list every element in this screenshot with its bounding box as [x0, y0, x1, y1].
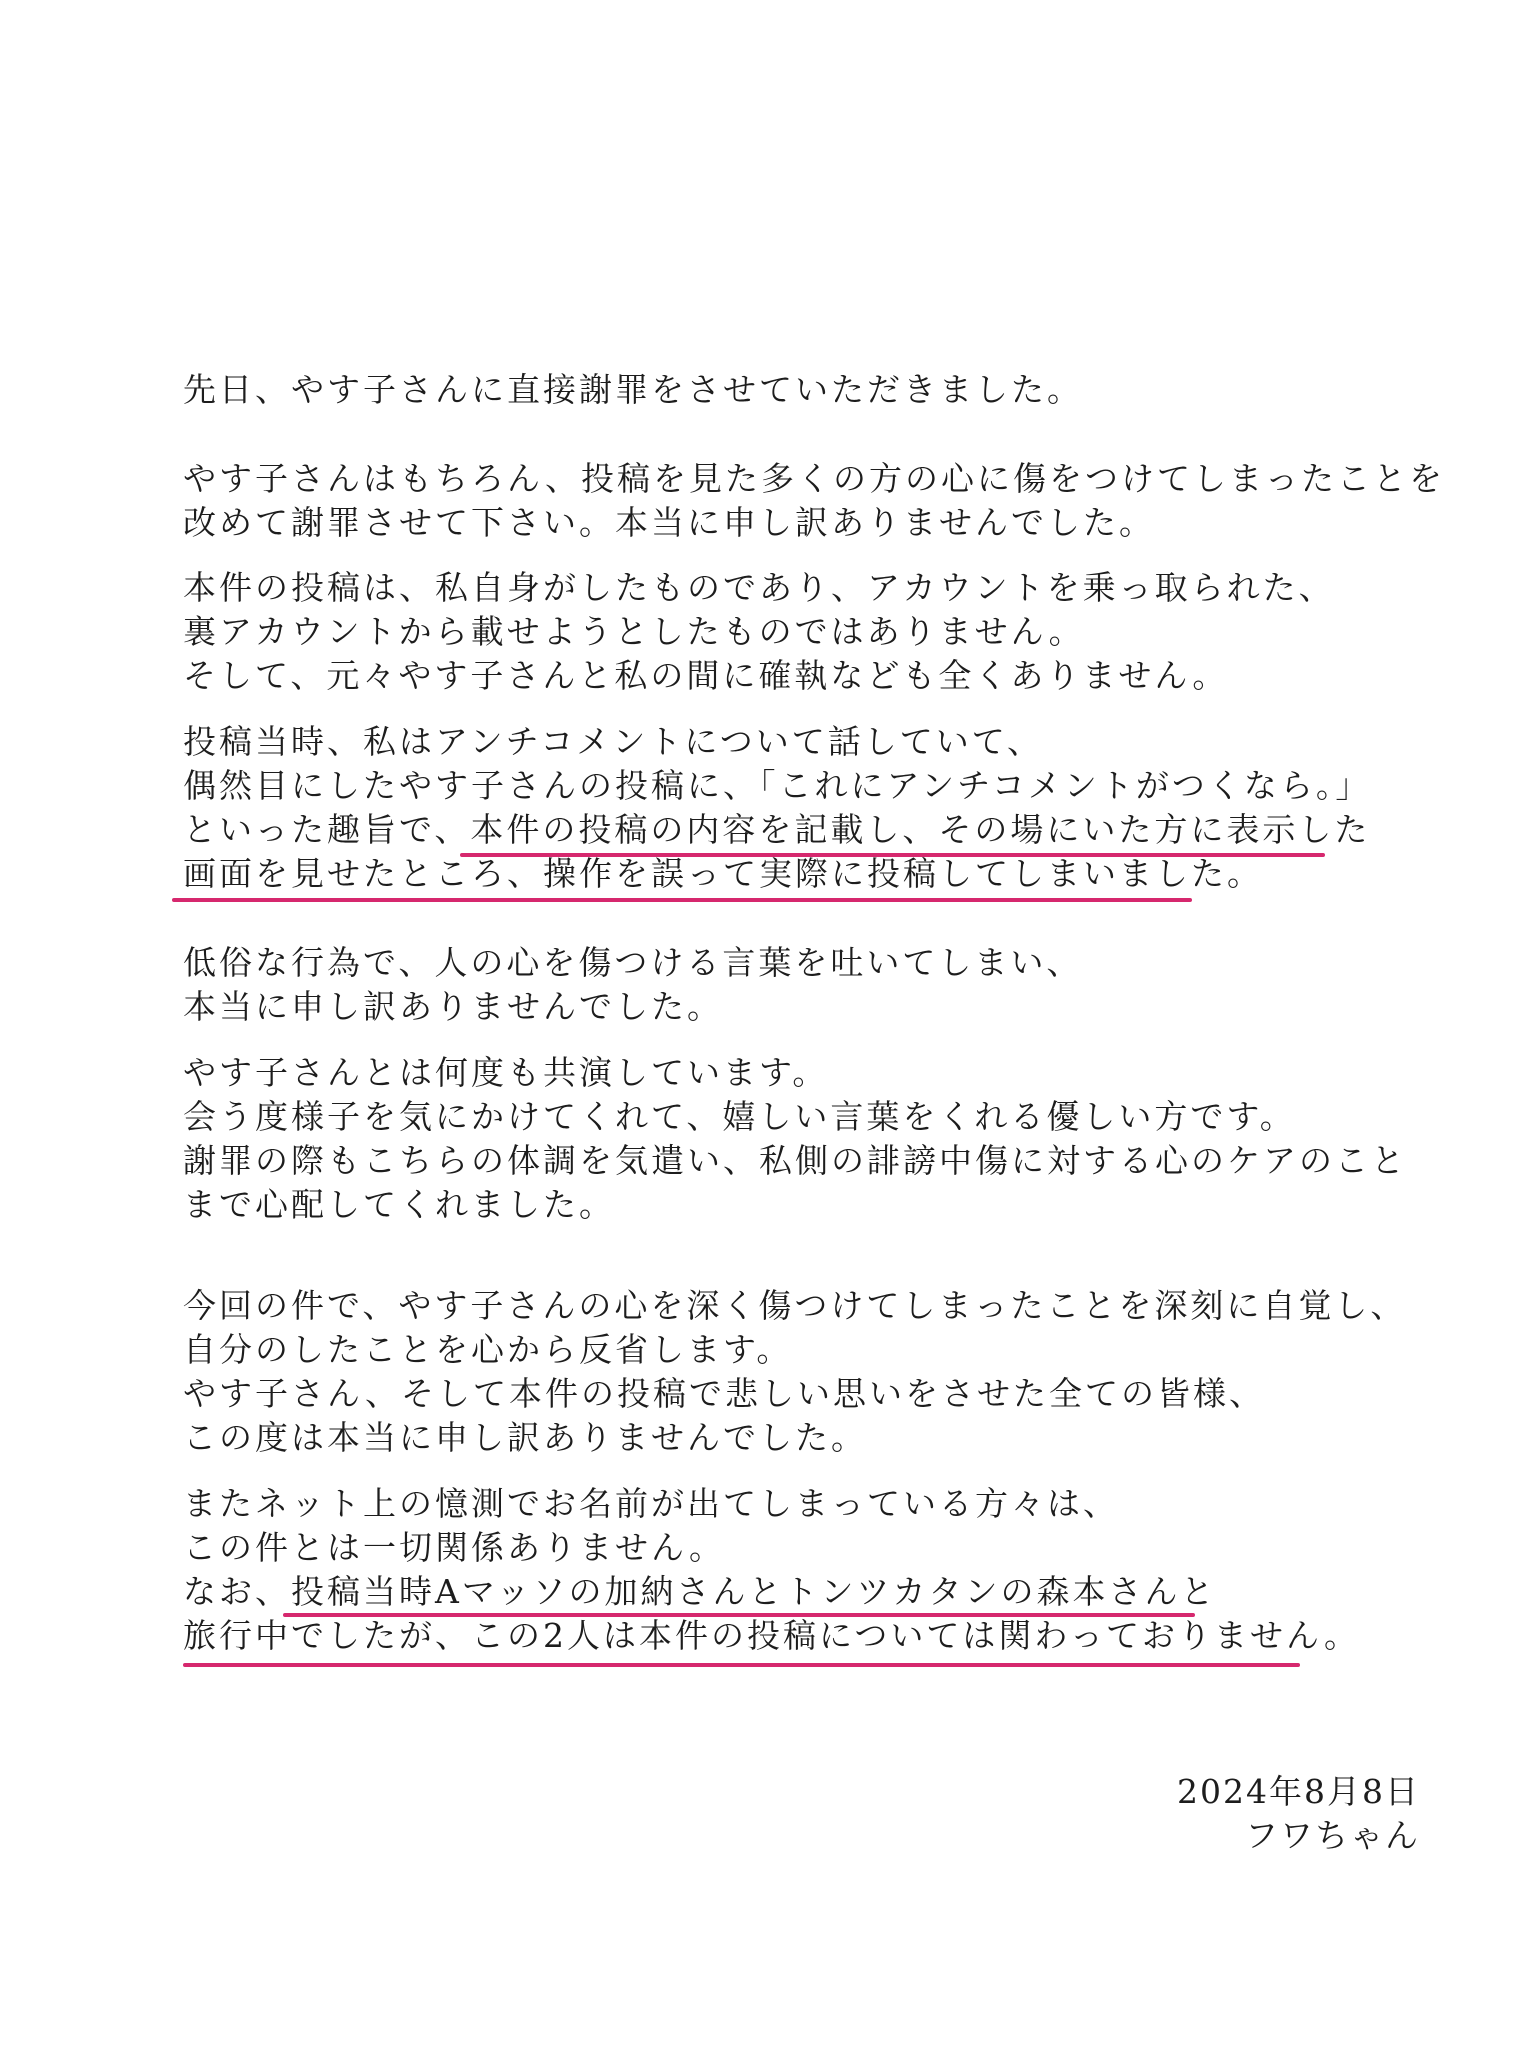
- statement-line: 改めて謝罪させて下さい。本当に申し訳ありませんでした。: [183, 503, 1155, 542]
- statement-line: 偶然目にしたやす子さんの投稿に、「これにアンチコメントがつくなら。」: [183, 766, 1372, 805]
- statement-line: この件とは一切関係ありません。: [183, 1528, 725, 1567]
- statement-line: やす子さんはもちろん、投稿を見た多くの方の心に傷をつけてしまったことを: [183, 459, 1445, 498]
- statement-line: 低俗な行為で、人の心を傷つける言葉を吐いてしまい、: [183, 943, 1083, 982]
- statement-line: 裏アカウントから載せようとしたものではありません。: [183, 612, 1085, 651]
- statement-line: 先日、やす子さんに直接謝罪をさせていただきました。: [183, 370, 1083, 409]
- statement-line: やす子さん、そして本件の投稿で悲しい思いをさせた全ての皆様、: [183, 1374, 1265, 1413]
- statement-line: 旅行中でしたが、この2人は本件の投稿については関わっておりません。: [183, 1616, 1360, 1655]
- statement-line: まで心配してくれました。: [183, 1185, 615, 1224]
- statement-line: 画面を見せたところ、操作を誤って実際に投稿してしまいました。: [183, 854, 1263, 893]
- statement-line: 自分のしたことを心から反省します。: [183, 1330, 793, 1369]
- statement-line: 本件の投稿は、私自身がしたものであり、アカウントを乗っ取られた、: [183, 568, 1335, 607]
- statement-line: 今回の件で、やす子さんの心を深く傷つけてしまったことを深刻に自覚し、: [183, 1286, 1407, 1325]
- statement-line: そして、元々やす子さんと私の間に確執なども全くありません。: [183, 656, 1229, 695]
- signature-name: フワちゃん: [1245, 1816, 1420, 1855]
- statement-line: 投稿当時、私はアンチコメントについて話していて、: [183, 722, 1044, 761]
- statement-line: またネット上の憶測でお名前が出てしまっている方々は、: [183, 1484, 1119, 1523]
- signature-date: 2024年8月8日: [1177, 1772, 1420, 1811]
- highlight-underline: [172, 898, 1192, 902]
- statement-line: といった趣旨で、本件の投稿の内容を記載し、その場にいた方に表示した: [183, 810, 1371, 849]
- statement-line: 会う度様子を気にかけてくれて、嬉しい言葉をくれる優しい方です。: [183, 1097, 1296, 1136]
- statement-line: この度は本当に申し訳ありませんでした。: [183, 1418, 867, 1457]
- statement-line: 謝罪の際もこちらの体調を気遣い、私側の誹謗中傷に対する心のケアのこと: [183, 1141, 1407, 1180]
- statement-line: 本当に申し訳ありませんでした。: [183, 987, 723, 1026]
- highlight-underline: [183, 1663, 1300, 1667]
- statement-line: やす子さんとは何度も共演しています。: [183, 1053, 829, 1092]
- statement-line: なお、投稿当時Aマッソの加納さんとトンツカタンの森本さんと: [183, 1572, 1217, 1611]
